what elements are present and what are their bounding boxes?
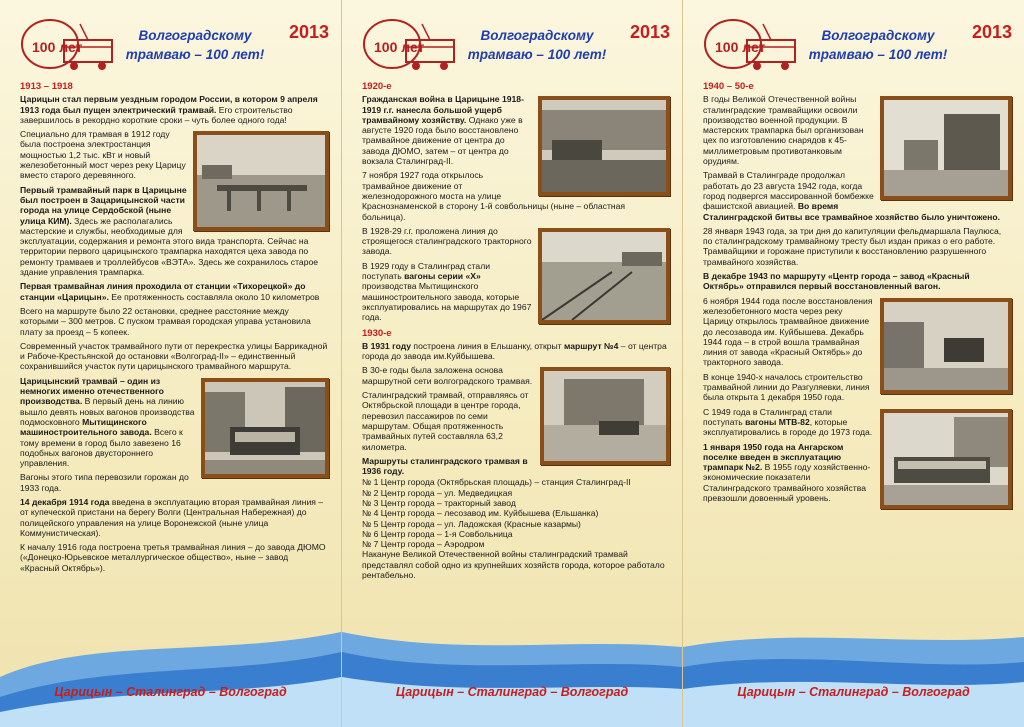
photo-bridge xyxy=(193,131,329,231)
header-title: Волгоградскому трамваю – 100 лет! xyxy=(808,28,948,62)
photo-tram-mtv82 xyxy=(880,409,1012,509)
list-item: № 6 Центр города – 1-я Совбольница xyxy=(362,528,513,539)
header-year: 2013 xyxy=(971,22,1012,42)
paragraph: В 1928-29 г.г. проложена линия до строящегося сталинградского тракторного завода. xyxy=(362,225,532,257)
panel-header xyxy=(342,6,682,86)
col1-content xyxy=(20,82,329,577)
list-item: № 2 Центр города – ул. Медведицкая xyxy=(362,487,513,498)
panel-2 xyxy=(342,0,683,727)
paragraph: С 1949 года в Сталинград стали поступать вагоны МТВ-82, которые эксплуатировались в городе до 1973 года. xyxy=(703,406,873,438)
header-year: 2013 xyxy=(629,22,670,42)
photo-tram-street xyxy=(201,378,329,478)
panel-1 xyxy=(0,0,342,727)
routes-list xyxy=(362,477,670,549)
paragraph: Сталинградский трамвай, отправляясь от Октябрьской площади в центре города, перевозил пассажиров по семи маршрутам. Общая протяженность трамвайных путей составляла 63,2 километра. xyxy=(362,390,529,452)
paragraph: Гражданская война в Царицыне 1918-1919 г.г. нанесла большой ущерб трамвайному хозяйству. Однако уже в августе 1920 года было восстановлено трамвайное движение от центра до завода ДЮМО, затем – от центра до вокзала Сталинград-II. xyxy=(362,94,524,167)
photo-tram-1944 xyxy=(880,298,1012,394)
paragraph: Царицынский трамвай – один из немногих именно отечественного производства. В первый день на линию вышло девять новых вагонов производства подмосковного Мытищинского машиностроительного завода. Всего к тому времени в город было завезено 16 подобных вагонов двустороннего управления. xyxy=(20,375,195,469)
paragraph: Современный участок трамвайного пути от перекрестка улицы Баррикадной и Рабоче-Крестьянской до остановки «Волгоград-II» – единственный сохранившийся участок пути царицынского трамвайного маршрута. xyxy=(20,340,328,372)
header-title: Волгоградскому трамваю – 100 лет! xyxy=(125,28,265,62)
photo-ruins xyxy=(880,96,1012,200)
paragraph: Царицын стал первым уездным городом России, в котором 9 апреля 1913 года был пущен электрический трамвай. Его строительство завершилось в рекордно короткие сроки – чуть более одного года! xyxy=(20,94,318,125)
paragraph: 1 января 1950 года на Ангарском поселке введен в эксплуатацию трампарк №2. В 1955 году хозяйственно-экономические показатели Сталинградского трамвайного хозяйства превзошли довоенный уровень. xyxy=(703,441,871,503)
logo-text: 100 лет xyxy=(715,39,766,55)
paragraph: 14 декабря 1914 года введена в эксплуатацию вторая трамвайная линия – от купеческой пристани на берегу Волги (Центральная Набережная) до полицейского управления на улице Воронежской (ныне улица Коммунистическая). xyxy=(20,496,324,538)
paragraph: Первый трамвайный парк в Царицыне был построен в Зацарицынской части города на улице Сердобской (ныне улица КИМ). Здесь же располагались мастерские и службы, необходимые для эксплуатации, содержания и ремонта этого вида транспорта. Сейчас на территории первого царицынского трампарка находятся цеха завода по ремонту трамваев и троллейбусов «ВЭТА». Здесь же сохранилось старое здание управления трампарка. xyxy=(20,184,319,278)
paragraph: 28 января 1943 года, за три дня до капитуляции фельдмаршала Паулюса, по сталинградскому трамвайному тресту был издан приказ о его работе. Трамвайщики и горожане приступили к восстановлению разрушенного трамвайного хозяйства. xyxy=(703,225,1002,267)
list-item: № 7 Центр города – Аэродром xyxy=(362,539,485,550)
period-heading: 1930-е xyxy=(362,327,392,339)
routes-title: Маршруты сталинградского трамвая в 1936 году. xyxy=(362,455,528,477)
col2-content xyxy=(362,82,670,584)
paragraph: 6 ноября 1944 года после восстановления железобетонного моста через реку Царицу открылось трамвайное движение до лесозавода им. Куйбышева. Декабрь 1944 года – в строй вошла трамвайная линия от завода «Красный Октябрь» до тракторного завода. xyxy=(703,295,873,368)
photo-tracks xyxy=(538,228,670,324)
wave-decoration xyxy=(0,617,341,727)
panel-3 xyxy=(683,0,1024,727)
paragraph: Первая трамвайная линия проходила от станции «Тихорецкой» до станции «Царицын». Ее протяженность составляла около 10 километров xyxy=(20,281,320,302)
paragraph: К началу 1916 года построена третья трамвайная линия – до завода ДЮМО («Донецко-Юрьевское металлургическое общество», ныне – завод «Красный Октябрь»). xyxy=(20,542,326,573)
paragraph: В декабре 1943 по маршруту «Центр города – завод «Красный Октябрь» отправился первый восстановленный вагон. xyxy=(703,271,970,292)
paragraph: В годы Великой Отечественной войны сталинградские трамвайщики освоили производство военной продукции. В мастерских трампарка был организован цех по изготовлению снарядов к 45-миллиметровым противотанковым орудиям. xyxy=(703,94,864,167)
tram-logo-icon xyxy=(18,14,118,78)
col3-content xyxy=(703,82,1012,513)
paragraph: В 1929 году в Сталинград стали поступать вагоны серии «Х» производства Мытищинского машиностроительного завода, которые эксплуатировались на маршрутах до 1967 года. xyxy=(362,260,532,323)
logo-text: 100 лет xyxy=(32,39,83,55)
period-heading: 1913 – 1918 xyxy=(20,81,73,92)
paragraph: Всего на маршруте было 22 остановки, среднее расстояние между которыми – 300 метров. С пуском трамвая городская управа установила плату за проезд – 5 копеек. xyxy=(20,305,311,337)
panel-header xyxy=(0,6,341,86)
wave-decoration xyxy=(342,617,682,727)
paragraph: В конце 1940-х началось строительство трамвайной линии до Разгуляевки, линия была открыта 1 декабря 1950 года. xyxy=(703,371,870,403)
photo-square xyxy=(540,367,670,465)
tram-logo-icon xyxy=(701,14,801,78)
footer-slogan: Царицын – Сталинград – Волгоград xyxy=(395,685,629,699)
period-heading: 1940 – 50-е xyxy=(703,81,754,92)
list-item: № 3 Центр города – тракторный завод xyxy=(362,497,516,508)
paragraph: Вагоны этого типа перевозили горожан до 1933 года. xyxy=(20,472,189,493)
logo-text: 100 лет xyxy=(374,39,425,55)
header-year: 2013 xyxy=(288,22,329,42)
paragraph: 7 ноября 1927 года открылось трамвайное движение от железнодорожного моста на улице Краснознаменской в сторону 1-й совбольницы (ныне – областная больница). xyxy=(362,170,626,222)
paragraph: В 30-е годы была заложена основа маршрутной сети волгоградского трамвая. xyxy=(362,365,533,386)
tram-logo-icon xyxy=(360,14,460,78)
footer-slogan: Царицын – Сталинград – Волгоград xyxy=(737,685,970,699)
paragraph: Трамвай в Сталинграде продолжал работать до 23 августа 1942 года, когда город подвергся массированной бомбежке фашистской авиацией. Во время Сталинградской битвы все трамвайное хозяйство было уничтожено. xyxy=(703,170,1000,222)
list-item: № 5 Центр города – ул. Ладожская (Красные казармы) xyxy=(362,518,581,529)
period-heading: 1920-е xyxy=(362,81,392,92)
header-title: Волгоградскому трамваю – 100 лет! xyxy=(467,28,607,62)
photo-crowd xyxy=(538,96,670,196)
footer-slogan: Царицын – Сталинград – Волгоград xyxy=(54,685,287,699)
paragraph: Накануне Великой Отечественной войны сталинградский трамвай представлял собой одно из крупнейших хозяйств города, которое работало рентабельно. xyxy=(362,549,665,581)
paragraph: Специально для трамвая в 1912 году была построена электростанция мощностью 1,2 тыс. кВт и новый железобетонный мост через реку Царицу вместо старого деревянного. xyxy=(20,129,186,181)
list-item: № 4 Центр города – лесозавод им. Куйбышева (Ельшанка) xyxy=(362,508,599,519)
wave-decoration xyxy=(683,617,1024,727)
paragraph: В 1931 году построена линия в Ельшанку, открыт маршрут №4 – от центра города до завода им.Куйбышева. xyxy=(362,340,667,362)
list-item: № 1 Центр города (Октябрьская площадь) – станция Сталинград-II xyxy=(362,477,631,488)
panel-header xyxy=(683,6,1024,86)
